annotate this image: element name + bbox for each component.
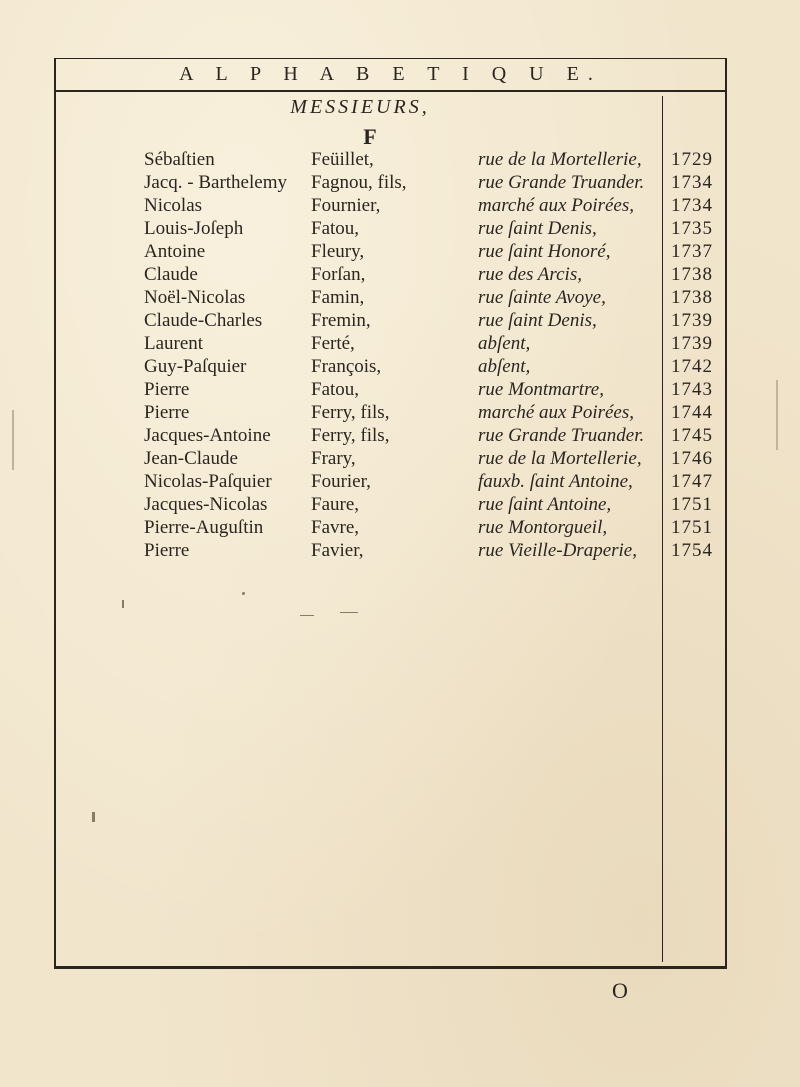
year: 1729: [671, 149, 713, 170]
register-row: [0, 378, 800, 401]
first-name: Jean-Claude: [144, 448, 238, 469]
first-name: Claude: [144, 264, 198, 285]
first-name: Jacq. - Barthelemy: [144, 172, 287, 193]
year: 1745: [671, 425, 713, 446]
year: 1754: [671, 540, 713, 561]
register-row: [0, 539, 800, 562]
ink-speck: [776, 380, 778, 450]
register-row: [0, 516, 800, 539]
year: 1747: [671, 471, 713, 492]
address: rue Grande Truander.: [478, 425, 645, 446]
last-name: Fatou,: [311, 218, 360, 239]
running-head: A L P H A B E T I Q U E.: [179, 63, 602, 85]
register-row: [0, 171, 800, 194]
year: 1744: [671, 402, 713, 423]
first-name: Jacques-Antoine: [144, 425, 271, 446]
last-name: François,: [311, 356, 382, 377]
last-name: Feüillet,: [311, 149, 374, 170]
last-name: Ferry, fils,: [311, 425, 390, 446]
ink-speck: [92, 812, 95, 822]
last-name: Ferry, fils,: [311, 402, 390, 423]
first-name: Claude-Charles: [144, 310, 263, 331]
register-row: [0, 240, 800, 263]
address: rue Vieille-Draperie,: [478, 540, 637, 561]
address: rue de la Mortellerie,: [478, 448, 642, 469]
address: rue des Arcis,: [478, 264, 582, 285]
year: 1734: [671, 172, 713, 193]
last-name: Fleury,: [311, 241, 365, 262]
first-name: Pierre: [144, 540, 190, 561]
last-name: Ferté,: [311, 333, 355, 354]
address: marché aux Poirées,: [478, 402, 634, 423]
address: rue de la Mortellerie,: [478, 149, 642, 170]
register-row: [0, 286, 800, 309]
year: 1737: [671, 241, 713, 262]
last-name: Fournier,: [311, 195, 381, 216]
register-row: [0, 424, 800, 447]
first-name: Pierre: [144, 402, 190, 423]
register-row: [0, 493, 800, 516]
address: fauxb. ſaint Antoine,: [478, 471, 633, 492]
ink-speck: [242, 592, 245, 595]
register-row: [0, 355, 800, 378]
ink-speck: [122, 600, 124, 608]
register-row: [0, 263, 800, 286]
first-name: Antoine: [144, 241, 206, 262]
register-row: [0, 309, 800, 332]
year: 1751: [671, 517, 713, 538]
first-name: Pierre-Auguſtin: [144, 517, 264, 538]
register-row: [0, 470, 800, 493]
first-name: Guy-Paſquier: [144, 356, 247, 377]
year: 1751: [671, 494, 713, 515]
first-name: Louis-Joſeph: [144, 218, 244, 239]
last-name: Fatou,: [311, 379, 360, 400]
register-row: [0, 332, 800, 355]
header-rule: [56, 90, 725, 92]
year: 1739: [671, 333, 713, 354]
address: rue ſaint Honoré,: [478, 241, 611, 262]
signature-mark: O: [612, 978, 628, 1003]
year: 1746: [671, 448, 713, 469]
last-name: Famin,: [311, 287, 365, 308]
section-letter: F: [363, 124, 377, 149]
address: rue Montorgueil,: [478, 517, 608, 538]
ink-speck: [12, 410, 14, 470]
address: rue Montmartre,: [478, 379, 604, 400]
last-name: Fremin,: [311, 310, 371, 331]
address: rue ſaint Denis,: [478, 218, 597, 239]
first-name: Nicolas-Paſquier: [144, 471, 272, 492]
section-title: MESSIEURS,: [290, 96, 430, 118]
last-name: Faure,: [311, 494, 360, 515]
first-name: Noël-Nicolas: [144, 287, 246, 308]
address: rue Grande Truander.: [478, 172, 645, 193]
register-row: [0, 447, 800, 470]
register-row: [0, 148, 800, 171]
year: 1738: [671, 287, 713, 308]
year: 1738: [671, 264, 713, 285]
last-name: Favier,: [311, 540, 364, 561]
address: rue ſaint Denis,: [478, 310, 597, 331]
ink-speck: [300, 615, 314, 616]
year: 1742: [671, 356, 713, 377]
address: abſent,: [478, 333, 531, 354]
first-name: Nicolas: [144, 195, 203, 216]
address: rue ſaint Antoine,: [478, 494, 612, 515]
year: 1734: [671, 195, 713, 216]
register-row: [0, 194, 800, 217]
register-row: [0, 401, 800, 424]
year: 1735: [671, 218, 713, 239]
year: 1739: [671, 310, 713, 331]
register-row: [0, 217, 800, 240]
last-name: Frary,: [311, 448, 356, 469]
last-name: Favre,: [311, 517, 360, 538]
last-name: Fourier,: [311, 471, 371, 492]
last-name: Forſan,: [311, 264, 366, 285]
address: abſent,: [478, 356, 531, 377]
bottom-rule: [54, 966, 727, 969]
first-name: Pierre: [144, 379, 190, 400]
last-name: Fagnou, fils,: [311, 172, 407, 193]
first-name: Sébaſtien: [144, 149, 215, 170]
ink-speck: [340, 612, 358, 613]
address: rue ſainte Avoye,: [478, 287, 606, 308]
address: marché aux Poirées,: [478, 195, 634, 216]
first-name: Laurent: [144, 333, 204, 354]
first-name: Jacques-Nicolas: [144, 494, 268, 515]
year: 1743: [671, 379, 713, 400]
